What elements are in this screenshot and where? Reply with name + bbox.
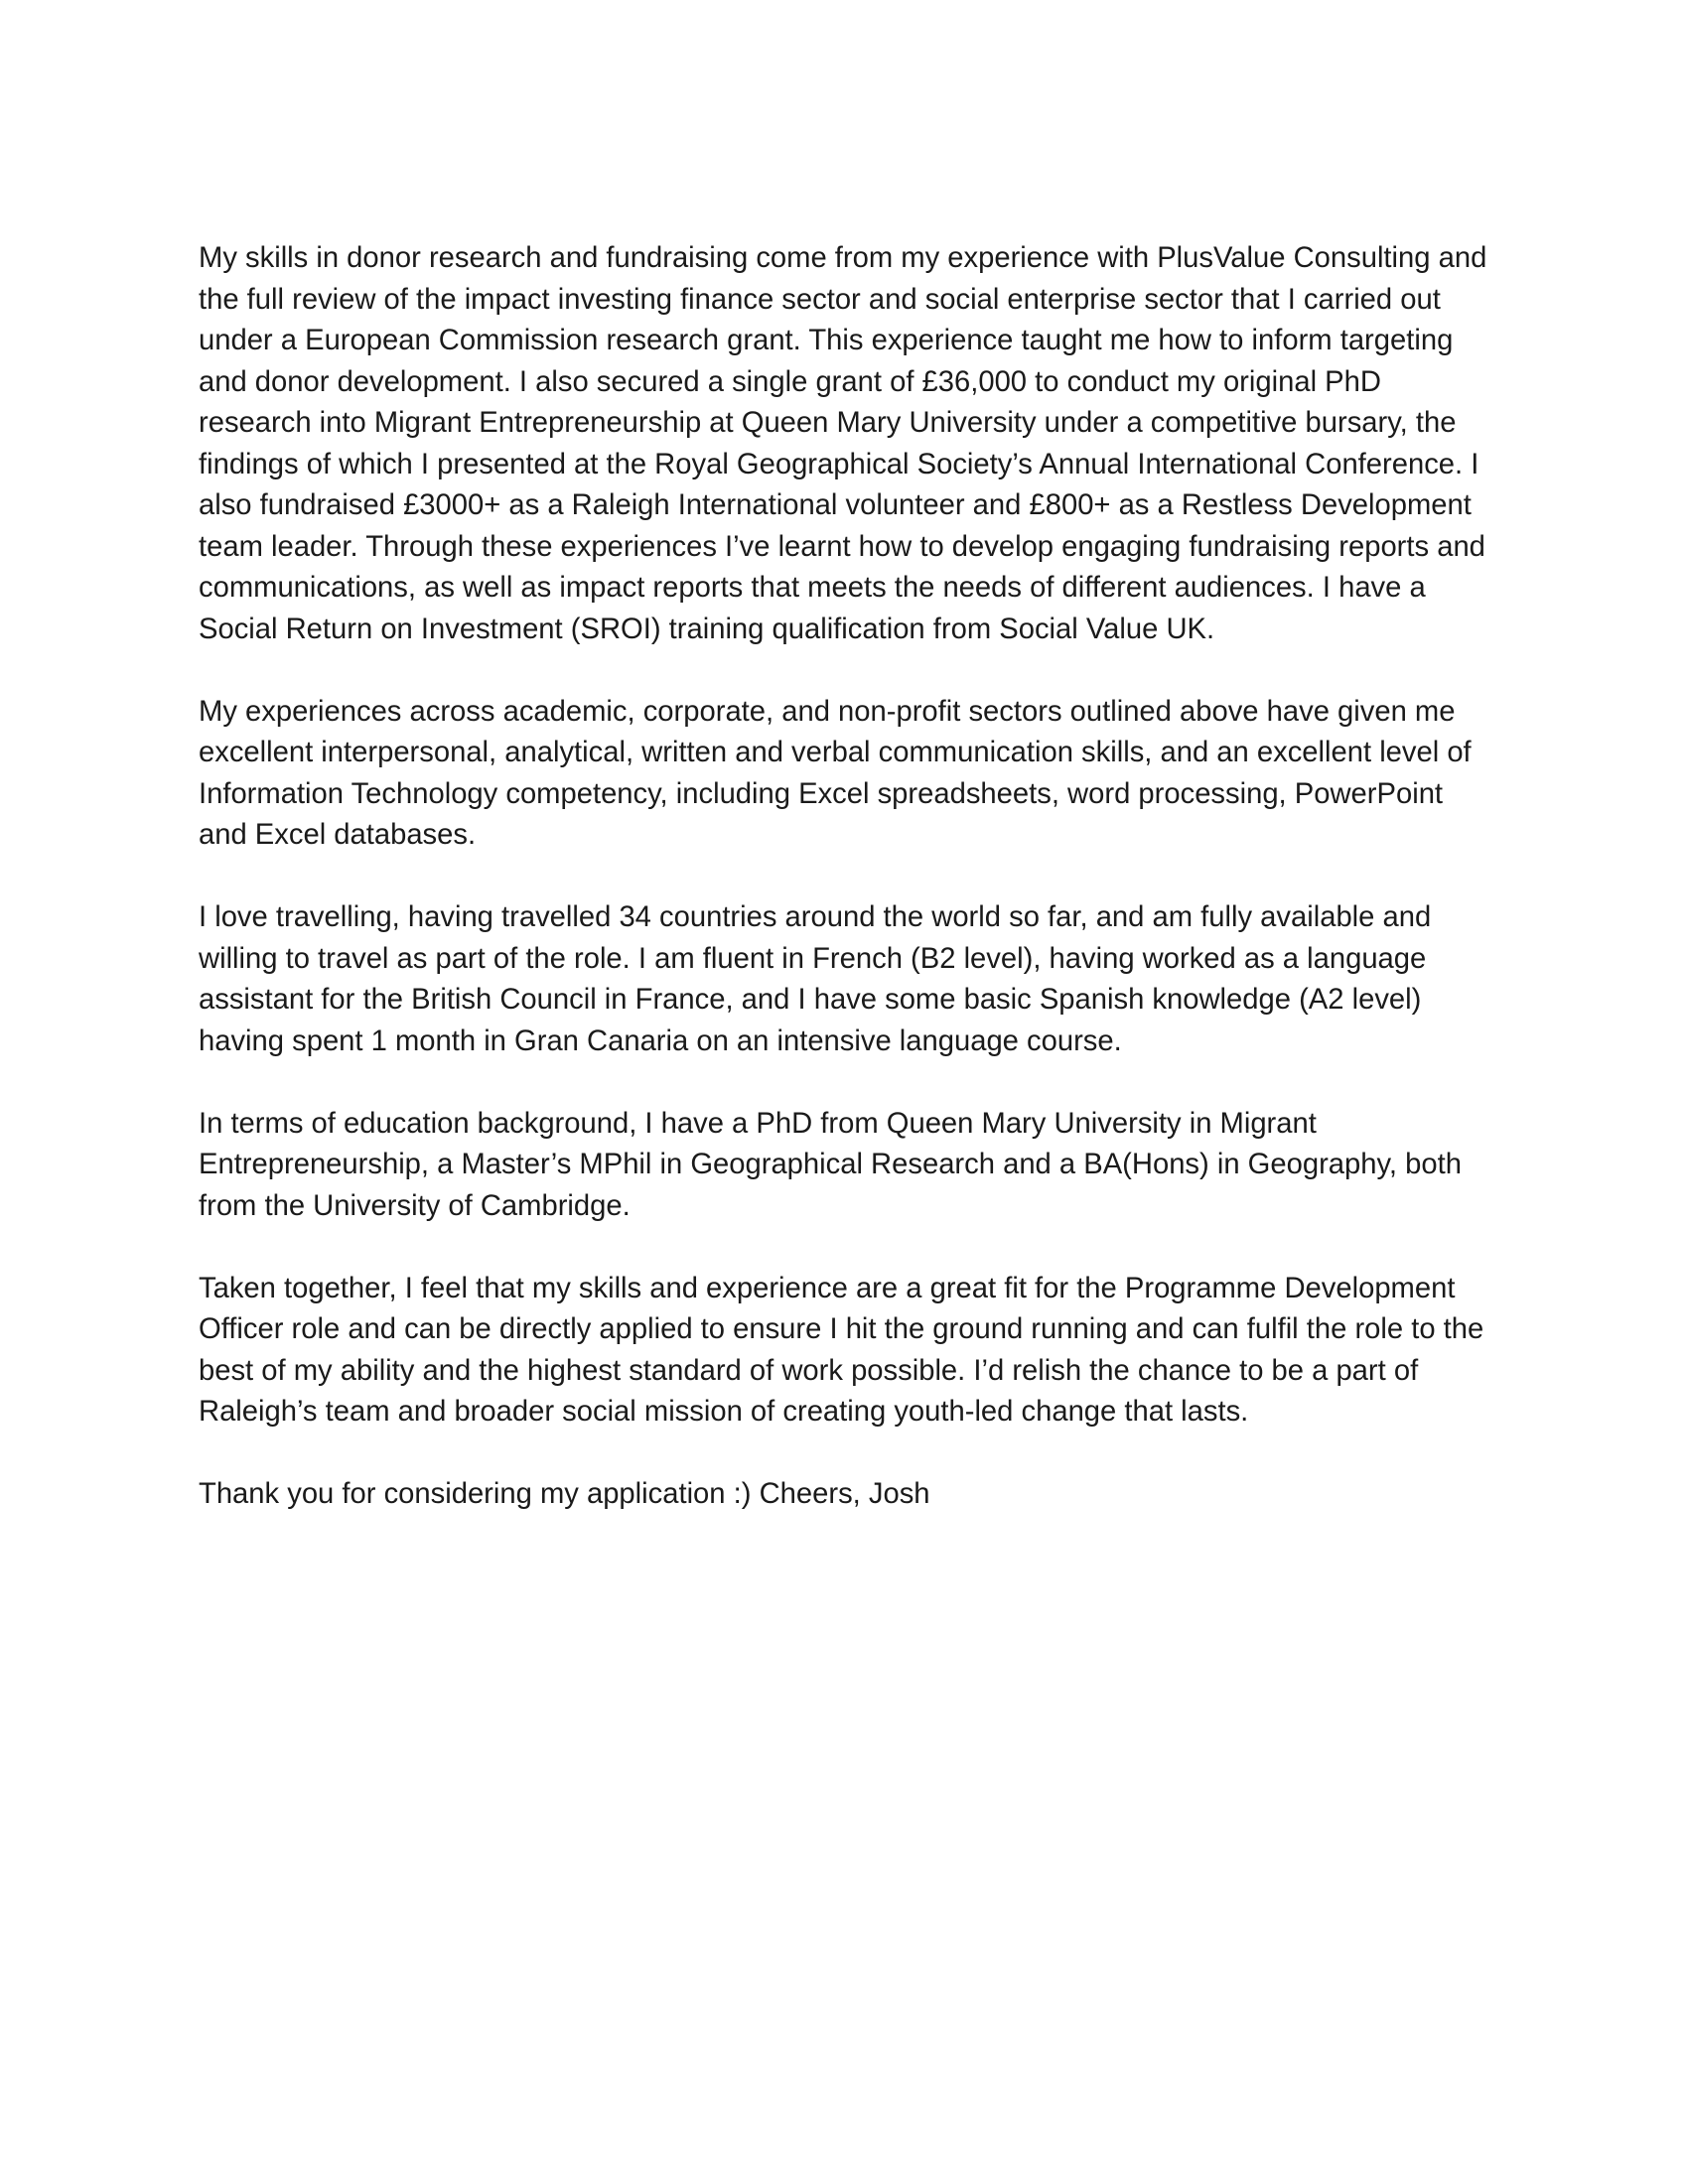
paragraph-conclusion: Taken together, I feel that my skills and experience are a great fit for the Programme Development Officer role and can be directly applied to ensure I hit the ground running and can fulfil the role to the best of my ability and the highest standard of work possible. I’d relish the chance to be a part of Raleigh’s team and broader social mission of creating youth-led change that lasts.: [199, 1272, 1484, 1428]
letter-body: [199, 238, 1491, 1516]
paragraph-signoff: Thank you for considering my application :) Cheers, Josh: [199, 1478, 930, 1510]
paragraph-travel-languages: I love travelling, having travelled 34 countries around the world so far, and am fully available and willing to travel as part of the role. I am fluent in French (B2 level), having worked as a language assistant for the British Council in France, and I have some basic Spanish knowledge (A2 level) having spent 1 month in Gran Canaria on an intensive language course.: [199, 901, 1432, 1057]
paragraph-communication-skills: My experiences across academic, corporate, and non-profit sectors outlined above have given me excellent interpersonal, analytical, written and verbal communication skills, and an excellent level of Information Technology competency, including Excel spreadsheets, word processing, PowerPoint and Excel databases.: [199, 695, 1472, 851]
paragraph-education: In terms of education background, I have a PhD from Queen Mary University in Migrant Entrepreneurship, a Master’s MPhil in Geographical Research and a BA(Hons) in Geography, both from the University of Cambridge.: [199, 1107, 1462, 1222]
paragraph-fundraising-skills: My skills in donor research and fundraising come from my experience with PlusValue Consulting and the full review of the impact investing finance sector and social enterprise sector that I carried out under a European Commission research grant. This experience taught me how to inform targeting and donor development. I also secured a single grant of £36,000 to conduct my original PhD research into Migrant Entrepreneurship at Queen Mary University under a competitive bursary, the findings of which I presented at the Royal Geographical Society’s Annual International Conference. I also fundraised £3000+ as a Raleigh International volunteer and £800+ as a Restless Development team leader. Through these experiences I’ve learnt how to develop engaging fundraising reports and communications, as well as impact reports that meets the needs of different audiences. I have a Social Return on Investment (SROI) training qualification from Social Value UK.: [199, 242, 1487, 645]
